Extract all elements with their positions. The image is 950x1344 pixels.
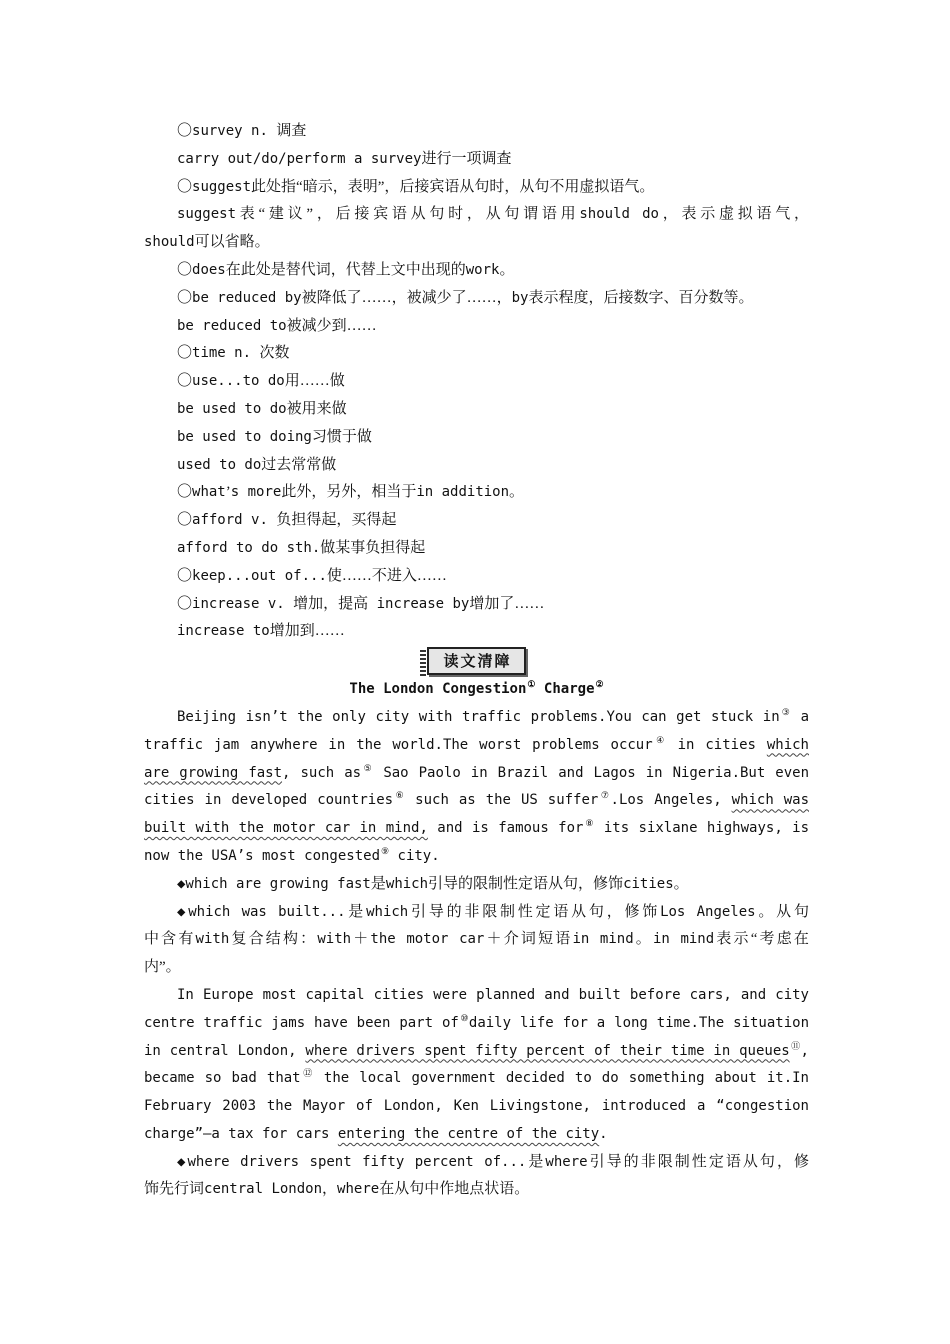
passage-line — [144, 1065, 809, 1093]
passage-text: Sao Paolo in Brazil and Lagos in Nigeria.But even — [373, 764, 809, 781]
note-line: 〇survey n. 调查 — [177, 123, 307, 139]
analysis-note: ◆where drivers spent fifty percent of...是where引导的非限制性定语从句，修 — [177, 1153, 809, 1170]
section-banner-row — [144, 646, 809, 676]
passage-text: became so bad that — [144, 1070, 301, 1087]
passage-line — [144, 1010, 809, 1038]
analysis-note: 内”。 — [144, 959, 181, 976]
section-banner: 读文清障 — [427, 647, 525, 675]
passage-text: charge”—a tax for cars — [144, 1125, 338, 1142]
passage-line — [144, 1121, 809, 1149]
passage-text: daily life for a long time.The situation — [468, 1014, 809, 1031]
note-line: 〇use...to do用……做 — [177, 373, 345, 390]
title-text: Charge — [535, 681, 595, 698]
footnote-marker: ④ — [653, 735, 667, 746]
note-line: afford to do sth.做某事负担得起 — [177, 539, 426, 556]
footnote-marker: ⑩ — [459, 1013, 469, 1024]
passage-line — [144, 787, 809, 815]
footnote-marker: ③ — [780, 707, 791, 718]
passage-line — [144, 704, 809, 732]
note-line: 〇keep...out of...使……不进入…… — [177, 567, 447, 584]
footnote-marker: ① — [527, 680, 536, 691]
analysis-note: ◆which was built...是which引导的非限制性定语从句，修饰Los Angeles。从句 — [177, 903, 809, 920]
note-line: increase to增加到…… — [177, 623, 345, 640]
wavy-underlined-text: where drivers spent fifty percent of their time in queues — [305, 1042, 790, 1059]
note-line: 〇afford v. 负担得起，买得起 — [177, 512, 397, 529]
footnote-marker: ⑨ — [381, 846, 390, 857]
footnote-marker: ⑥ — [394, 791, 406, 802]
note-line: 〇what’s more此外，另外，相当于in addition。 — [177, 484, 525, 501]
passage-text: . — [599, 1125, 608, 1142]
passage-text: , — [800, 1042, 809, 1059]
note-line: suggest表“建议”，后接宾语从句时，从句谓语用should do，表示虚拟语气， — [177, 206, 809, 223]
page-content — [144, 118, 809, 1204]
passage-title — [144, 676, 809, 704]
passage-text: , such as — [282, 764, 362, 781]
title-text: The London Congestion — [349, 681, 527, 698]
passage-text: now the USA’s most congested — [144, 847, 381, 864]
analysis-note: ◆which are growing fast是which引导的限制性定语从句，修饰cities。 — [177, 875, 689, 892]
passage-text: its sixlane highways, is — [594, 820, 809, 837]
note-line: 〇be reduced by被降低了……，被减少了……，by表示程度，后接数字、百分数等。 — [177, 289, 754, 306]
footnote-marker: ⑤ — [362, 763, 374, 774]
analysis-note: 饰先行词central London，where在从句中作地点状语。 — [144, 1181, 530, 1198]
footnote-marker: ⑧ — [584, 819, 595, 830]
passage-text: such as the US suffer — [405, 792, 599, 809]
passage-text: traffic jam anywhere in the world.The worst problems occur — [144, 736, 653, 753]
wavy-underlined-text: built with the motor car in mind, — [144, 820, 428, 837]
note-line: be used to doing习惯于做 — [177, 428, 372, 445]
passage-line: In Europe most capital cities were planned and built before cars, and city — [177, 986, 809, 1003]
passage-line: February 2003 the Mayor of London, Ken Livingstone, introduced a “congestion — [144, 1098, 809, 1115]
wavy-underlined-text: which — [766, 736, 809, 753]
wavy-underlined-text: entering the centre of the city — [337, 1125, 600, 1142]
passage-line — [144, 815, 809, 843]
note-line: should可以省略。 — [144, 234, 270, 251]
note-line: carry out/do/perform a survey进行一项调查 — [177, 150, 512, 167]
analysis-note: 中含有with复合结构：with＋the motor car＋介词短语in mind。in mind表示“考虑在 — [144, 931, 809, 948]
passage-text: centre traffic jams have been part of — [144, 1014, 459, 1031]
note-line: 〇suggest此处指“暗示，表明”，后接宾语从句时，从句不用虚拟语气。 — [177, 178, 655, 195]
footnote-marker: ⑦ — [599, 791, 611, 802]
passage-text: cities in developed countries — [144, 792, 394, 809]
passage-text: and is famous for — [427, 820, 584, 837]
passage-text: city. — [389, 847, 440, 864]
note-line: be used to do被用来做 — [177, 400, 347, 417]
note-line: be reduced to被减少到…… — [177, 317, 377, 334]
passage-text: Beijing isn’t the only city with traffic problems.You can get stuck in — [177, 708, 780, 725]
passage-text: in cities — [666, 736, 767, 753]
passage-text: in central London, — [144, 1042, 306, 1059]
note-line: 〇does在此处是替代词，代替上文中出现的work。 — [177, 261, 515, 278]
footnote-marker: ⑪ — [790, 1041, 801, 1052]
note-line: 〇time n. 次数 — [177, 345, 290, 362]
passage-line — [144, 1038, 809, 1066]
passage-line — [144, 843, 809, 871]
passage-text: the local government decided to do something about it.In — [313, 1070, 809, 1087]
note-line: used to do过去常常做 — [177, 456, 337, 473]
note-line: 〇increase v. 增加，提高 increase by增加了…… — [177, 595, 545, 612]
footnote-marker: ⑫ — [301, 1069, 314, 1080]
passage-text: .Los Angeles, — [610, 792, 732, 809]
footnote-marker: ② — [595, 680, 604, 691]
passage-line — [144, 760, 809, 788]
passage-text: a — [791, 708, 809, 725]
wavy-underlined-text: are growing fast — [144, 764, 283, 781]
passage-line — [144, 732, 809, 760]
wavy-underlined-text: which was — [731, 792, 809, 809]
